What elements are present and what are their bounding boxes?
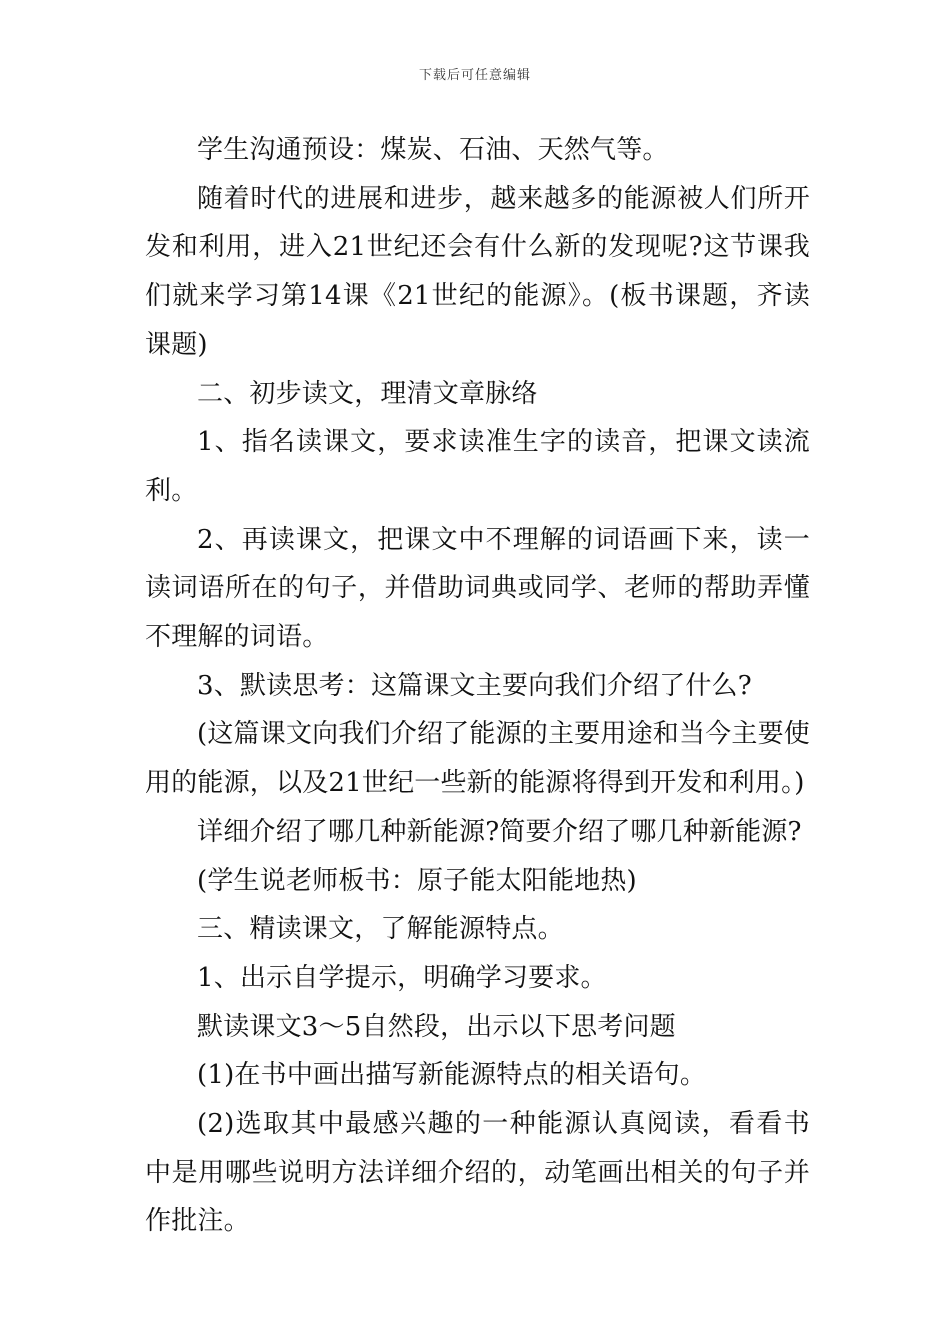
paragraph-self-study-tip: 1、出示自学提示，明确学习要求。 (197, 962, 607, 993)
paragraph-step-2: 2、再读课文，把课文中不理解的词语画下来，读一读词语所在的句子，并借助词典或同学、老师的帮助弄懂不理解的词语。 (145, 524, 810, 653)
document-body (145, 126, 810, 1246)
paragraph-introduction: 随着时代的进展和进步，越来越多的能源被人们所开发和利用，进入21世纪还会有什么新的发现呢?这节课我们就来学习第14课《21世纪的能源》。(板书课题，齐读课题) (145, 183, 810, 360)
paragraph-step-3: 3、默读思考：这篇课文主要向我们介绍了什么? (197, 670, 752, 701)
paragraph-silent-reading: 默读课文3～5自然段，出示以下思考问题 (197, 1011, 676, 1042)
paragraph-question-1: (1)在书中画出描写新能源特点的相关语句。 (197, 1060, 707, 1091)
paragraph-student-preset: 学生沟通预设：煤炭、石油、天然气等。 (197, 135, 669, 165)
paragraph-answer-summary: (这篇课文向我们介绍了能源的主要用途和当今主要使用的能源，以及21世纪一些新的能源将得到开发和利用。) (145, 719, 810, 799)
paragraph-question-2: (2)选取其中最感兴趣的一种能源认真阅读，看看书中是用哪些说明方法详细介绍的，动笔画出相关的句子并作批注。 (145, 1109, 810, 1237)
paragraph-board-notes: (学生说老师板书：原子能太阳能地热) (197, 865, 637, 896)
page-header-note: 下载后可任意编辑 (418, 68, 531, 83)
section-heading-3: 三、精读课文，了解能源特点。 (197, 914, 564, 945)
paragraph-step-1: 1、指名读课文，要求读准生字的读音，把课文读流利。 (145, 427, 810, 506)
section-heading-2: 二、初步读文，理清文章脉络 (197, 378, 538, 409)
paragraph-question-new-energy: 详细介绍了哪几种新能源?简要介绍了哪几种新能源? (197, 816, 802, 847)
